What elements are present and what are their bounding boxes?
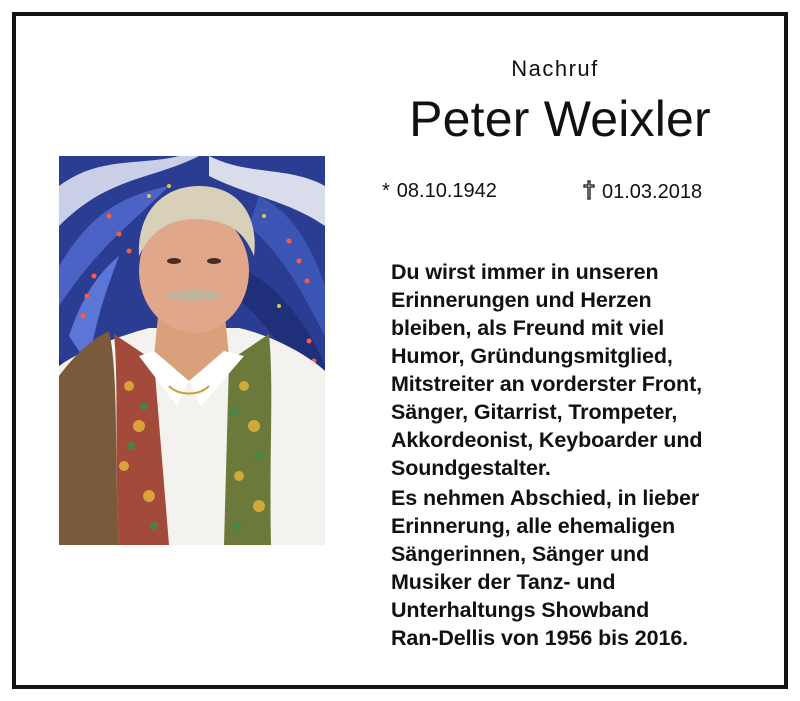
deceased-name: Peter Weixler bbox=[409, 91, 711, 147]
tribute-paragraph: Du wirst immer in unseren Erinnerungen und Herzen bleiben, als Freund mit viel Humor, Gründungsmitglied, Mitstreiter an vorderster Front, Sänger, Gitarrist, Trompeter, Akkordeonist, Keyboarder und Soundgestalter. bbox=[391, 260, 703, 480]
portrait-photo bbox=[59, 156, 325, 545]
farewell-paragraph: Es nehmen Abschied, in lieber Erinnerung, alle ehemaligen Sängerinnen, Sänger und Musiker der Tanz- und Unterhaltungs Showband Ran-Dellis von 1956 bis 2016. bbox=[391, 486, 700, 650]
birth-symbol: * bbox=[382, 180, 390, 202]
death-date-group bbox=[582, 180, 702, 206]
birth-date-group bbox=[382, 180, 497, 203]
birth-date: 08.10.1942 bbox=[396, 180, 497, 202]
cross-icon bbox=[582, 180, 596, 206]
death-date: 01.03.2018 bbox=[602, 181, 703, 203]
notice-heading: Nachruf bbox=[511, 56, 599, 81]
